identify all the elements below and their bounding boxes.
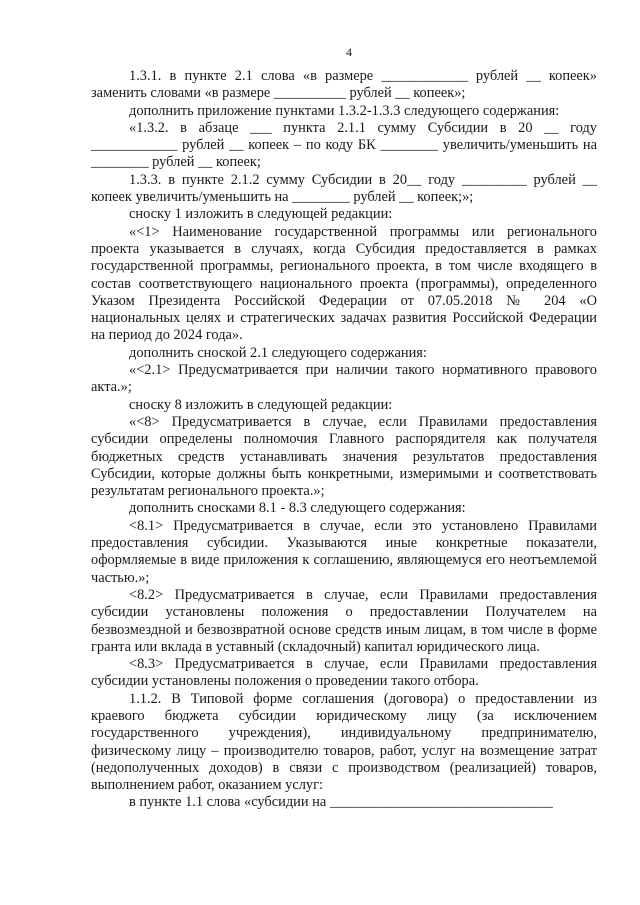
paragraph-1-3-1: 1.3.1. в пункте 2.1 слова «в размере ____________ рублей __ копеек» заменить словами «в размере __________ рублей __ копеек»;	[91, 68, 597, 102]
paragraph-1-3-2: «1.3.2. в абзаце ___ пункта 2.1.1 сумму Субсидии в 20 __ году ____________ рублей __ копеек – по коду БК ________ увеличить/уменьшить на ________ рублей __ копеек;	[91, 119, 597, 171]
paragraph-footnote-8-intro: сноску 8 изложить в следующей редакции:	[129, 396, 393, 413]
paragraph-footnote-2-1-intro: дополнить сноской 2.1 следующего содержания:	[129, 344, 427, 361]
paragraph-add-items: дополнить приложение пунктами 1.3.2-1.3.3 следующего содержания:	[129, 102, 560, 119]
paragraph-footnote-8-2: <8.2> Предусматривается в случае, если Правилами предоставления субсидии установлены положения о предоставлении Получателем на безвозмездной и безвозвратной основе средств иным лицам, в том числе в форме гранта или вклада в уставный (складочный) капитал юридического лица.	[91, 586, 597, 655]
paragraph-footnote-8-1: <8.1> Предусматривается в случае, если это установлено Правилами предоставления субсидии. Указываются иные конкретные показатели, оформляемые в виде приложения к соглашению, являющемуся его неотъемлемой частью.»;	[91, 517, 597, 586]
paragraph-1-3-3: 1.3.3. в пункте 2.1.2 сумму Субсидии в 20__ году _________ рублей __ копеек увеличить/уменьшить на ________ рублей __ копеек;»;	[91, 171, 597, 206]
paragraph-footnote-2-1: «<2.1> Предусматривается при наличии такого нормативного правового акта.»;	[91, 362, 597, 396]
page-number: 4	[346, 45, 352, 59]
paragraph-footnote-1: «<1> Наименование государственной программы или регионального проекта указывается в случаях, когда Субсидия предоставляется в рамках государственной программы, регионального проекта, в том числе входящего в состав соответствующего национального проекта (программы), определенного Указом Президента Российской Федерации от 07.05.2018 № 204 «О национальных целях и стратегических задачах развития Российской Федерации на период до 2024 года».	[91, 223, 597, 344]
paragraph-footnote-8: «<8> Предусматривается в случае, если Правилами предоставления субсидии определены полномочия Главного распорядителя как получателя бюджетных средств устанавливать значения результатов предоставления Субсидии, которые должны быть конкретными, измеримыми и соответствовать результатам регионального проекта.»;	[91, 413, 597, 500]
paragraph-footnote-1-intro: сноску 1 изложить в следующей редакции:	[129, 206, 393, 223]
paragraph-item-1-1: в пункте 1.1 слова «субсидии на _______________________________	[129, 794, 553, 811]
document-page	[91, 44, 597, 812]
paragraph-footnotes-8-1-8-3-intro: дополнить сносками 8.1 - 8.3 следующего содержания:	[129, 500, 466, 517]
paragraph-footnote-8-3: <8.3> Предусматривается в случае, если Правилами предоставления субсидии установлены положения о проведении такого отбора.	[91, 656, 597, 690]
paragraph-1-1-2: 1.1.2. В Типовой форме соглашения (договора) о предоставлении из краевого бюджета субсидии юридическому лицу (за исключением государственного учреждения), индивидуальному предпринимателю, физическому лицу – производителю товаров, работ, услуг на возмещение затрат (недополученных доходов) в связи с производством (реализацией) товаров, выполнением работ, оказанием услуг:	[91, 690, 597, 794]
